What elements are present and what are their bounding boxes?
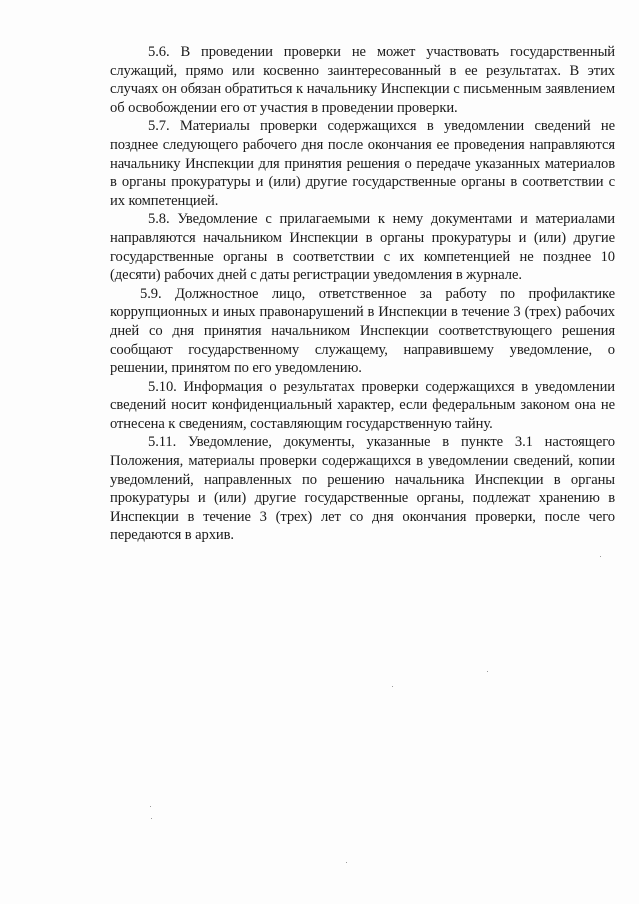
scan-speck	[392, 686, 393, 687]
scan-speck	[487, 671, 488, 672]
scan-speck	[150, 806, 151, 807]
paragraph-5-11: 5.11. Уведомление, документы, указанные в пункте 3.1 настоящего Положения, материалы проверки содержащихся в уведомлении сведений, копии уведомлений, направленных по решению начальника Инспекции в органы прокуратуры и (или) другие государственные органы, подлежат хранению в Инспекции в течение 3 (трех) лет со дня окончания проверки, после чего передаются в архив.	[110, 434, 615, 544]
paragraph-5-10: 5.10. Информация о результатах проверки содержащихся в уведомлении сведений носит конфиденциальный характер, если федеральным законом она не отнесена к сведениям, составляющим государственную тайну.	[110, 378, 615, 432]
paragraph-5-6: 5.6. В проведении проверки не может участвовать государственный служащий, прямо или косвенно заинтересованный в ее результатах. В этих случаях он обязан обратиться к начальнику Инспекции с письменным заявлением об освобождении его от участия в проведении проверки.	[110, 44, 615, 116]
scan-speck	[600, 556, 601, 557]
paragraph-5-7: 5.7. Материалы проверки содержащихся в уведомлении сведений не позднее следующего рабочего дня после окончания ее проведения направляются начальнику Инспекции для принятия решения о передаче указанных материалов в органы прокуратуры и (или) другие государственные органы в соответствии с их компетенцией.	[110, 118, 615, 209]
paragraph-5-8: 5.8. Уведомление с прилагаемыми к нему документами и материалами направляются начальником Инспекции в органы прокуратуры и (или) другие государственные органы в соответствии с их компетенцией не позднее 10 (десяти) рабочих дней с даты регистрации уведомления в журнале.	[110, 211, 615, 284]
document-body	[110, 43, 615, 545]
scan-speck	[151, 818, 152, 819]
scan-speck	[346, 862, 347, 863]
paragraph-5-9: 5.9. Должностное лицо, ответственное за работу по профилактике коррупционных и иных правонарушений в Инспекции в течение 3 (трех) рабочих дней со дня принятия начальником Инспекции соответствующего решения сообщают государственному служащему, направившему уведомление, о решении, принятом по его уведомлению.	[110, 285, 615, 377]
